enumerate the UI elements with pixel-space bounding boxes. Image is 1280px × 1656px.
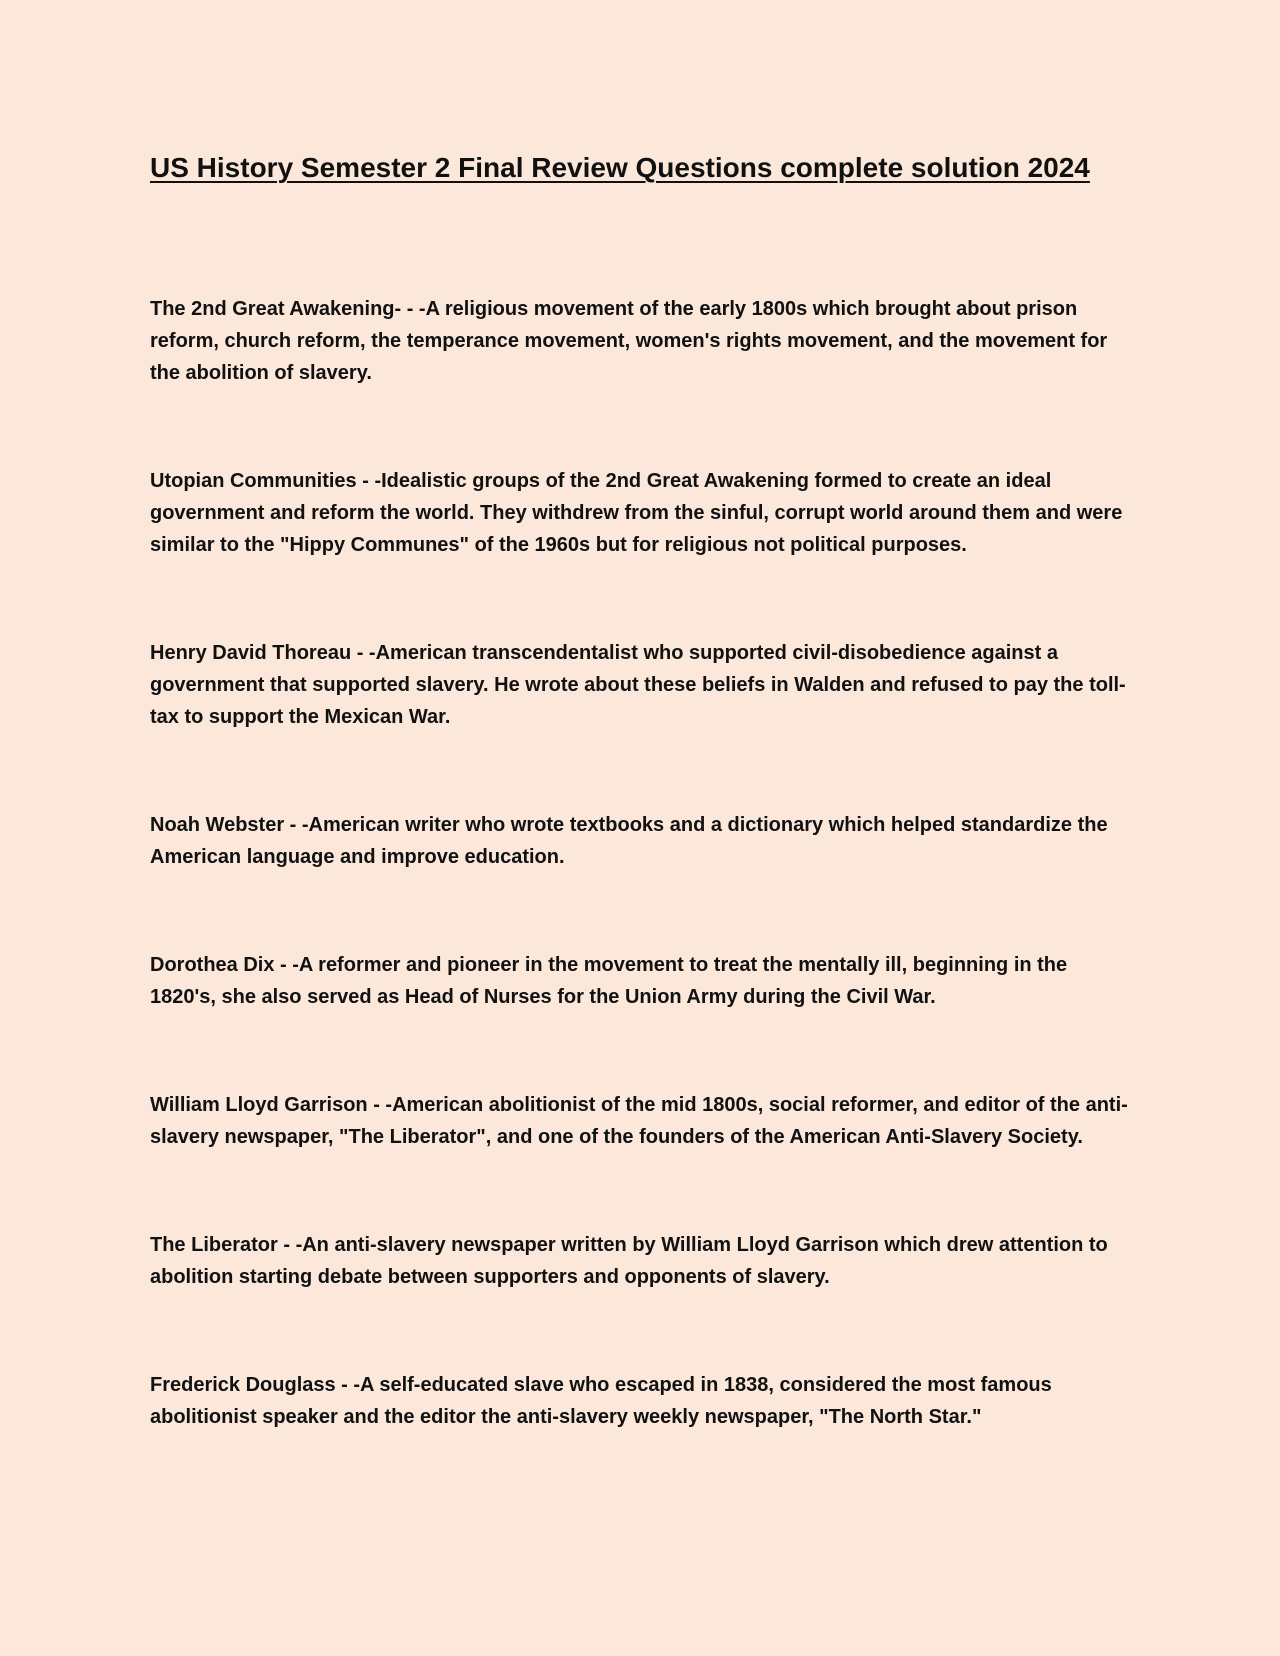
document-page: [150, 150, 1130, 1509]
entry-dorothea-dix: Dorothea Dix - -A reformer and pioneer in the movement to treat the mentally ill, beginning in the 1820's, she also served as Head of Nurses for the Union Army during the Civil War.: [150, 954, 1068, 1008]
entry-list: [150, 293, 1130, 1433]
entry-noah-webster: Noah Webster - -American writer who wrote textbooks and a dictionary which helped standardize the American language and improve education.: [150, 814, 1108, 868]
document-title: US History Semester 2 Final Review Questions complete solution 2024: [150, 152, 1090, 183]
entry-william-lloyd-garrison: William Lloyd Garrison - -American abolitionist of the mid 1800s, social reformer, and editor of the anti-slavery newspaper, "The Liberator", and one of the founders of the American Anti-Slavery Society.: [150, 1094, 1128, 1148]
entry-henry-david-thoreau: Henry David Thoreau - -American transcendentalist who supported civil-disobedience against a government that supported slavery. He wrote about these beliefs in Walden and refused to pay the toll-tax to support the Mexican War.: [150, 642, 1126, 728]
entry-frederick-douglass: Frederick Douglass - -A self-educated slave who escaped in 1838, considered the most famous abolitionist speaker and the editor the anti-slavery weekly newspaper, "The North Star.": [150, 1374, 1052, 1428]
entry-2nd-great-awakening: The 2nd Great Awakening- - -A religious movement of the early 1800s which brought about prison reform, church reform, the temperance movement, women's rights movement, and the movement for the abolition of slavery.: [150, 298, 1108, 384]
entry-the-liberator: The Liberator - -An anti-slavery newspaper written by William Lloyd Garrison which drew attention to abolition starting debate between supporters and opponents of slavery.: [150, 1234, 1108, 1288]
entry-utopian-communities: Utopian Communities - -Idealistic groups of the 2nd Great Awakening formed to create an ideal government and reform the world. They withdrew from the sinful, corrupt world around them and were similar to the "Hippy Communes" of the 1960s but for religious not political purposes.: [150, 470, 1123, 556]
